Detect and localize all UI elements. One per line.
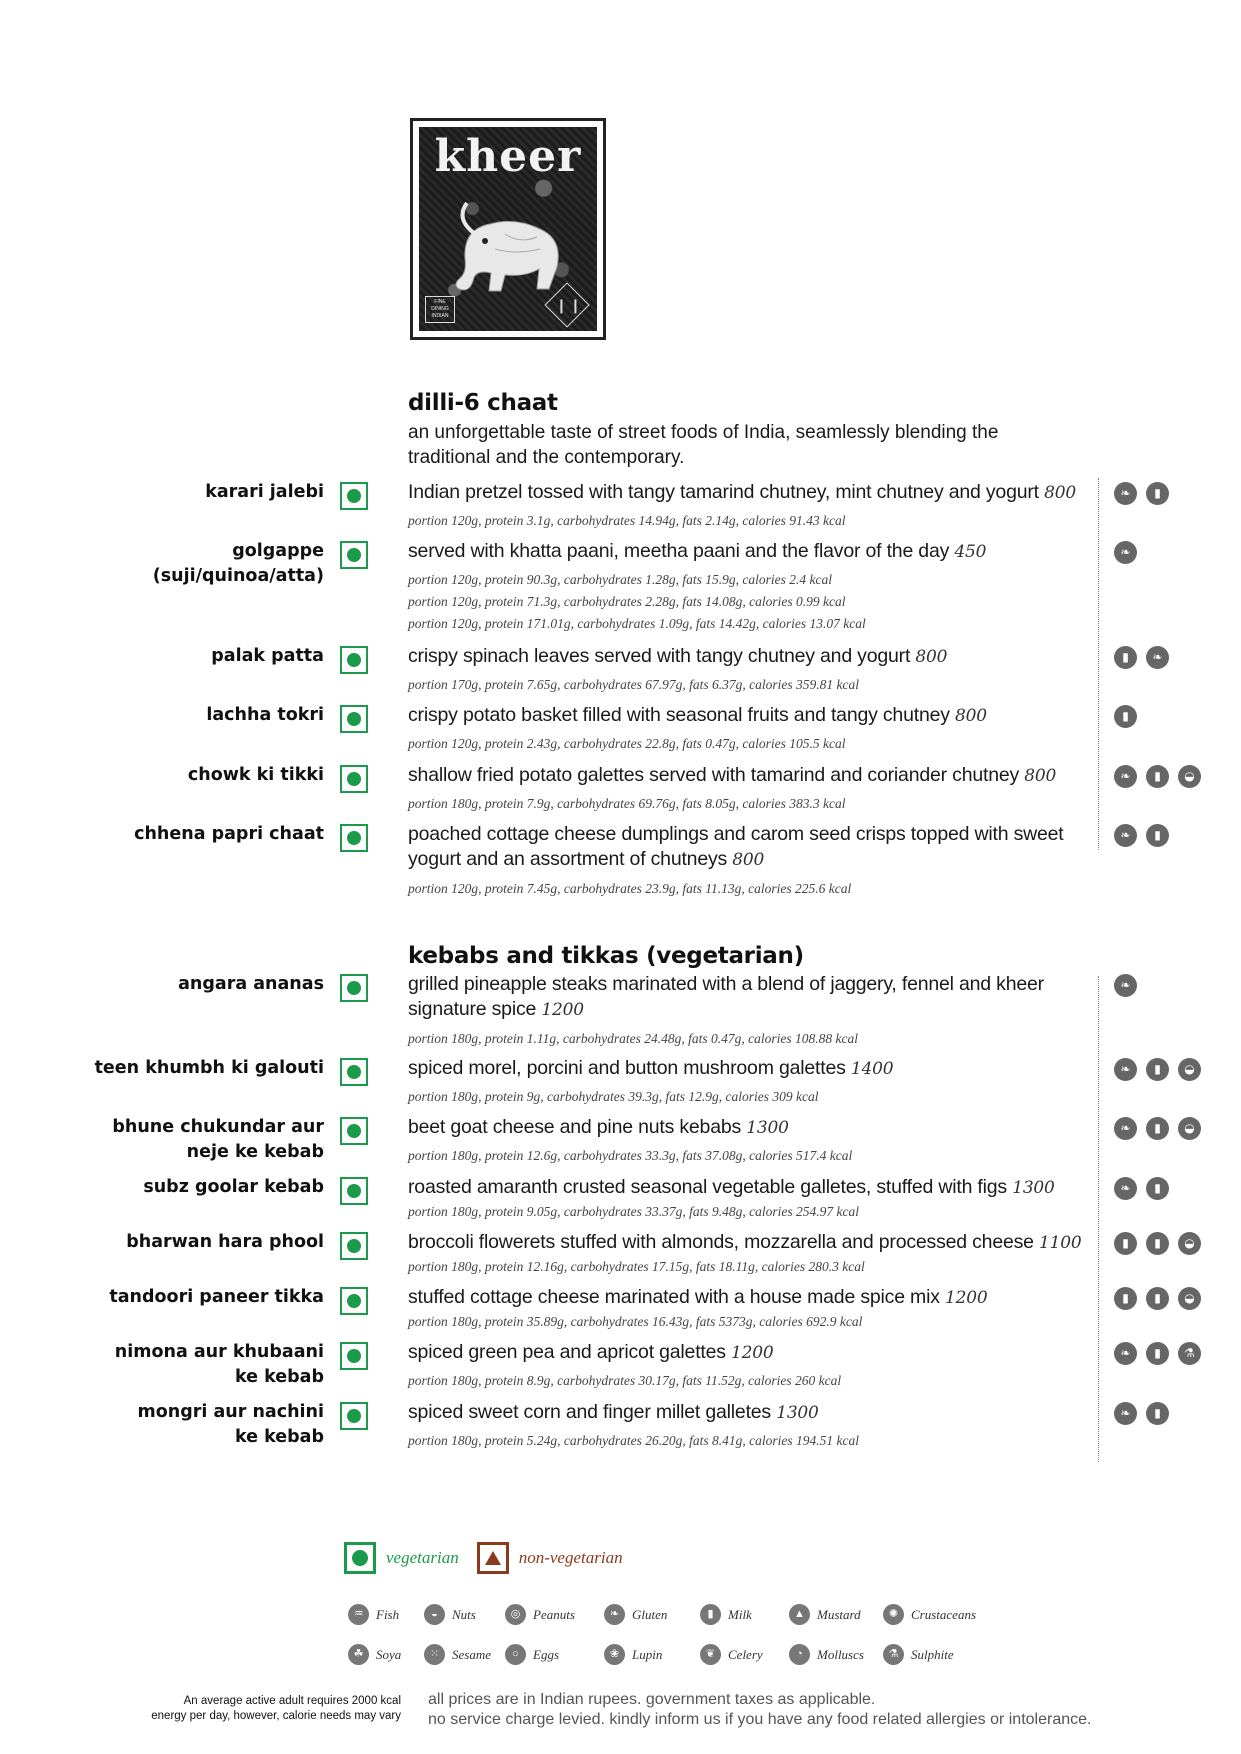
nutrition-info: portion 180g, protein 7.9g, carbohydrates 69.76g, fats 8.05g, calories 383.3 kcal (408, 796, 846, 811)
menu-item (0, 1230, 1241, 1290)
menu-item (0, 1340, 1241, 1400)
allergen-key-label: Peanuts (533, 1606, 575, 1622)
dish-price: 450 (954, 542, 987, 562)
dish-name-line: (suji/quinoa/atta) (152, 566, 324, 586)
dish-name-line: karari jalebi (205, 482, 324, 502)
allergen-key-label: Nuts (452, 1606, 476, 1622)
nutrition-info: portion 120g, protein 7.45g, carbohydrates 23.9g, fats 11.13g, calories 225.6 kcal (408, 881, 852, 896)
dish-name-line: golgappe (232, 541, 324, 561)
menu-item (0, 480, 1241, 540)
allergen-key-item (424, 1644, 491, 1665)
allergen-key-item (604, 1604, 667, 1625)
gluten-icon: ❧ (1114, 482, 1137, 505)
allergen-key-label: Fish (376, 1606, 400, 1622)
dish-name (205, 480, 324, 505)
calorie-note-line: An average active adult requires 2000 kcal (183, 1695, 401, 1707)
vegetarian-mark-icon (340, 1177, 368, 1205)
dish-name-line: tandoori paneer tikka (109, 1287, 324, 1307)
allergen-key-label: Soya (376, 1646, 402, 1662)
dish-description-text: beet goat cheese and pine nuts kebabs (408, 1116, 747, 1138)
tagline-indian: INDIAN (431, 313, 449, 319)
gluten-icon: ❧ (604, 1604, 625, 1625)
crustaceans-icon: ✺ (883, 1604, 904, 1625)
nutrition-info: portion 180g, protein 12.6g, carbohydrates 33.3g, fats 37.08g, calories 517.4 kcal (408, 1148, 853, 1163)
section-intro: an unforgettable taste of street foods of India, seamlessly blending the traditional and the contemporary. (408, 422, 999, 468)
nutrition-info: portion 170g, protein 7.65g, carbohydrates 67.97g, fats 6.37g, calories 359.81 kcal (408, 677, 859, 692)
vegetarian-mark-icon (340, 1117, 368, 1145)
dish-name (134, 822, 324, 847)
dish-price: 1100 (1039, 1233, 1082, 1253)
soya-icon: ☘ (348, 1644, 369, 1665)
price-note (428, 1690, 1091, 1730)
dish-description (408, 1230, 1098, 1256)
allergen-icons (1114, 1402, 1169, 1425)
dish-price: 800 (915, 647, 948, 667)
vegetarian-mark-icon (340, 482, 368, 510)
dish-price: 1400 (850, 1059, 894, 1079)
dish-name-line: mongri aur nachini (137, 1402, 324, 1422)
non-vegetarian-label: non-vegetarian (518, 1548, 623, 1567)
vegetarian-label: vegetarian (386, 1548, 459, 1567)
nutrition-info: portion 180g, protein 8.9g, carbohydrates 30.17g, fats 11.52g, calories 260 kcal (408, 1373, 842, 1388)
allergen-icons (1114, 646, 1169, 669)
nutrition-info: portion 180g, protein 35.89g, carbohydrates 16.43g, fats 5373g, calories 692.9 kcal (408, 1314, 863, 1329)
milk-icon: ▮ (1146, 1402, 1169, 1425)
sulphite-icon: ⚗ (1178, 1342, 1201, 1365)
allergen-key-item (789, 1604, 861, 1625)
allergen-icons (1114, 824, 1169, 847)
sulphite-icon: ⚗ (883, 1644, 904, 1665)
gluten-icon: ❧ (1114, 1177, 1137, 1200)
dish-name (153, 539, 324, 589)
vegetarian-mark-icon (340, 824, 368, 852)
allergen-key-item (883, 1604, 976, 1625)
dish-name (126, 1230, 324, 1255)
nutrition-info: portion 180g, protein 12.16g, carbohydrates 17.15g, fats 18.11g, calories 280.3 kcal (408, 1259, 865, 1274)
dish-description (408, 644, 1098, 670)
nuts-icon: ◒ (1178, 765, 1201, 788)
allergen-key-label: Lupin (632, 1646, 663, 1662)
diet-legend (344, 1542, 623, 1574)
dish-description-text: stuffed cottage cheese marinated with a house made spice mix (408, 1286, 945, 1308)
dish-name-line: chowk ki tikki (187, 765, 324, 785)
gluten-icon: ❧ (1114, 824, 1137, 847)
vegetarian-mark-icon (344, 1542, 376, 1574)
dish-description-text: spiced green pea and apricot galettes (408, 1341, 732, 1363)
allergen-key-label: Gluten (632, 1606, 668, 1622)
sesame-icon: ⁙ (424, 1644, 445, 1665)
nuts-icon: ◒ (1178, 1232, 1201, 1255)
nuts-icon: ◒ (1178, 1117, 1201, 1140)
dish-description-text: spiced morel, porcini and button mushroom galettes (408, 1057, 851, 1079)
vegetarian-mark-icon (340, 974, 368, 1002)
nutrition-info: portion 120g, protein 90.3g, carbohydrates 1.28g, fats 15.9g, calories 2.4 kcal (408, 572, 832, 587)
allergen-key-label: Sulphite (911, 1646, 954, 1662)
nutrition-info: portion 120g, protein 3.1g, carbohydrates 14.94g, fats 2.14g, calories 91.43 kcal (408, 513, 846, 528)
milk-icon: ▮ (1146, 1117, 1169, 1140)
dish-name-line: subz goolar kebab (143, 1177, 324, 1197)
vegetarian-mark-icon (340, 1287, 368, 1315)
dish-name (188, 763, 324, 788)
milk-icon: ▮ (700, 1604, 721, 1625)
dish-price: 1300 (1012, 1178, 1055, 1198)
vegetarian-mark-icon (340, 541, 368, 569)
section-title: dilli-6 chaat (408, 390, 558, 416)
dish-name-line: nimona aur khubaani (114, 1342, 324, 1362)
dish-name-line: lachha tokri (206, 705, 324, 725)
eggs-icon: ○ (505, 1644, 526, 1665)
menu-item (0, 1175, 1241, 1235)
gluten-icon: ❧ (1114, 1342, 1137, 1365)
restaurant-logo (410, 118, 606, 340)
allergen-key-item (604, 1644, 662, 1665)
gluten-icon: ❧ (1114, 1058, 1137, 1081)
allergen-key-label: Eggs (533, 1646, 559, 1662)
allergen-key-item (348, 1604, 399, 1625)
tagline-dining: DINING (431, 306, 449, 312)
dish-price: 1300 (746, 1118, 789, 1138)
dish-description-text: grilled pineapple steaks marinated with a blend of jaggery, fennel and kheer signature spice (408, 973, 1044, 1020)
dish-description-text: spiced sweet corn and finger millet galletes (408, 1401, 777, 1423)
allergen-key-label: Molluscs (817, 1646, 864, 1662)
dish-name-line: chhena papri chaat (134, 824, 324, 844)
gluten-icon: ❧ (1114, 765, 1137, 788)
nuts-icon: ◒ (1178, 1287, 1201, 1310)
vegetarian-mark-icon (340, 765, 368, 793)
milk-icon: ▮ (1146, 765, 1169, 788)
milk-icon: ▮ (1146, 824, 1169, 847)
mustard-icon: ▲ (789, 1604, 810, 1625)
dish-name-line: neje ke kebab (186, 1142, 324, 1162)
vegetarian-mark-icon (340, 1402, 368, 1430)
celery-icon: ❦ (700, 1644, 721, 1665)
dish-description (408, 1175, 1098, 1201)
calorie-note-line: energy per day, however, calorie needs may vary (151, 1710, 401, 1722)
gluten-icon: ❧ (1146, 646, 1169, 669)
dish-price: 1200 (945, 1288, 988, 1308)
gluten-icon: ❧ (1114, 1402, 1137, 1425)
dish-description-text: roasted amaranth crusted seasonal vegetable galletes, stuffed with figs (408, 1176, 1013, 1198)
allergen-key-item (505, 1644, 559, 1665)
gluten-icon: ❧ (1114, 974, 1137, 997)
nutrition-info: portion 180g, protein 9g, carbohydrates 39.3g, fats 12.9g, calories 309 kcal (408, 1089, 819, 1104)
dish-name-line: ke kebab (234, 1427, 324, 1447)
nutrition-info: portion 180g, protein 9.05g, carbohydrates 33.37g, fats 9.48g, calories 254.97 kcal (408, 1204, 859, 1219)
allergen-key-label: Mustard (817, 1606, 861, 1622)
calorie-note (151, 1694, 401, 1724)
dish-description-text: Indian pretzel tossed with tangy tamarind chutney, mint chutney and yogurt (408, 481, 1045, 503)
dish-name (95, 1056, 324, 1081)
dish-description (408, 972, 1098, 1023)
lupin-icon: ❀ (604, 1644, 625, 1665)
logo-artwork (419, 127, 597, 331)
allergen-key-label: Celery (728, 1646, 763, 1662)
allergen-key-item (505, 1604, 575, 1625)
allergen-key-item (700, 1604, 752, 1625)
allergen-icons (1114, 1232, 1201, 1255)
nutrition-info: portion 180g, protein 5.24g, carbohydrates 26.20g, fats 8.41g, calories 194.51 kcal (408, 1433, 859, 1448)
dish-description (408, 703, 1098, 729)
menu-item (0, 539, 1241, 631)
dish-name (137, 1400, 324, 1450)
dish-description (408, 1115, 1098, 1141)
menu-item (0, 644, 1241, 704)
allergen-key-label: Sesame (452, 1646, 491, 1662)
allergen-icons (1114, 482, 1169, 505)
dish-name (206, 703, 324, 728)
allergen-icons (1114, 1117, 1201, 1140)
dish-description (408, 1340, 1098, 1366)
menu-item (0, 1285, 1241, 1345)
logo-tagline (425, 296, 455, 323)
dish-name-line: bharwan hara phool (126, 1232, 324, 1252)
dish-description (408, 1285, 1098, 1311)
allergen-icons (1114, 1342, 1201, 1365)
dish-name-line: ke kebab (234, 1367, 324, 1387)
dish-name-line: teen khumbh ki galouti (94, 1058, 324, 1078)
allergen-key-item (348, 1644, 401, 1665)
menu-item (0, 703, 1241, 763)
milk-icon: ▮ (1114, 1287, 1137, 1310)
dish-name (109, 1285, 324, 1310)
nutrition-info: portion 120g, protein 171.01g, carbohydrates 1.09g, fats 14.42g, calories 13.07 kcal (408, 616, 866, 631)
dish-description (408, 822, 1098, 873)
allergen-icons (1114, 765, 1201, 788)
dish-description-text: broccoli flowerets stuffed with almonds, mozzarella and processed cheese (408, 1231, 1040, 1253)
allergen-key-label: Crustaceans (911, 1606, 976, 1622)
vegetarian-mark-icon (340, 705, 368, 733)
dish-description-text: served with khatta paani, meetha paani and the flavor of the day (408, 540, 955, 562)
milk-icon: ▮ (1114, 1232, 1137, 1255)
dish-description (408, 539, 1098, 565)
milk-icon: ▮ (1146, 1342, 1169, 1365)
vegetarian-mark-icon (340, 646, 368, 674)
dish-price: 800 (1044, 483, 1076, 503)
molluscs-icon: ◔ (789, 1644, 810, 1665)
menu-item (0, 1400, 1241, 1460)
allergen-key-item (789, 1644, 864, 1665)
vegetarian-mark-icon (340, 1232, 368, 1260)
dish-name (178, 972, 324, 997)
milk-icon: ▮ (1146, 1177, 1169, 1200)
allergen-key-item (700, 1644, 763, 1665)
dish-price: 800 (955, 706, 987, 726)
milk-icon: ▮ (1146, 1232, 1169, 1255)
dish-description (408, 763, 1098, 789)
fish-icon: ♒ (348, 1604, 369, 1625)
dish-description (408, 1056, 1098, 1082)
non-vegetarian-mark-icon (477, 1542, 509, 1574)
nuts-icon: ◒ (1178, 1058, 1201, 1081)
vegetarian-mark-icon (340, 1342, 368, 1370)
milk-icon: ▮ (1146, 482, 1169, 505)
allergen-icons (1114, 1287, 1201, 1310)
dish-description (408, 480, 1098, 506)
gluten-icon: ❧ (1114, 541, 1137, 564)
milk-icon: ▮ (1114, 705, 1137, 728)
allergen-icons (1114, 705, 1137, 728)
menu-item (0, 763, 1241, 823)
dish-description (408, 1400, 1098, 1426)
tagline-fine: FINE (434, 299, 446, 305)
dish-price: 1300 (776, 1403, 819, 1423)
vegetarian-mark-icon (340, 1058, 368, 1086)
section-title: kebabs and tikkas (vegetarian) (408, 943, 804, 969)
dish-name (211, 644, 324, 669)
logo-wordmark: kheer (434, 131, 582, 182)
dish-name-line: palak patta (211, 646, 324, 666)
dish-description-text: poached cottage cheese dumplings and carom seed crisps topped with sweet yogurt and an assortment of chutneys (408, 823, 1064, 870)
menu-item (0, 1115, 1241, 1175)
milk-icon: ▮ (1146, 1287, 1169, 1310)
nutrition-info: portion 180g, protein 1.11g, carbohydrates 24.48g, fats 0.47g, calories 108.88 kcal (408, 1031, 858, 1046)
milk-icon: ▮ (1114, 646, 1137, 669)
dish-name (115, 1340, 324, 1390)
milk-icon: ▮ (1146, 1058, 1169, 1081)
allergen-icons (1114, 1177, 1169, 1200)
allergen-icons (1114, 541, 1137, 564)
menu-item (0, 1056, 1241, 1116)
gluten-icon: ❧ (1114, 1117, 1137, 1140)
dish-description-text: crispy potato basket filled with seasonal fruits and tangy chutney (408, 704, 955, 726)
allergen-icons (1114, 1058, 1201, 1081)
dish-price: 1200 (541, 1000, 584, 1020)
dish-name-line: angara ananas (178, 974, 324, 994)
price-note-line: all prices are in Indian rupees. government taxes as applicable. (428, 1691, 876, 1708)
nutrition-info: portion 120g, protein 2.43g, carbohydrates 22.8g, fats 0.47g, calories 105.5 kcal (408, 736, 846, 751)
allergen-icons (1114, 974, 1137, 997)
allergen-key-item (424, 1604, 476, 1625)
dish-price: 800 (1024, 766, 1057, 786)
nutrition-info: portion 120g, protein 71.3g, carbohydrates 2.28g, fats 14.08g, calories 0.99 kcal (408, 594, 846, 609)
dish-price: 1200 (731, 1343, 774, 1363)
dish-name (112, 1115, 324, 1165)
menu-item (0, 972, 1241, 1046)
peanuts-icon: ◎ (505, 1604, 526, 1625)
dish-name-line: bhune chukundar aur (112, 1117, 324, 1137)
dish-price: 800 (732, 850, 765, 870)
allergen-key-label: Milk (728, 1606, 752, 1622)
price-note-line: no service charge levied. kindly inform us if you have any food related allergies or intolerance. (428, 1711, 1092, 1728)
dish-name (143, 1175, 324, 1200)
elephant-icon (445, 189, 575, 299)
menu-item (0, 822, 1241, 896)
dish-description-text: crispy spinach leaves served with tangy chutney and yogurt (408, 645, 916, 667)
dish-description-text: shallow fried potato galettes served with tamarind and coriander chutney (408, 764, 1025, 786)
nuts-icon: ◒ (424, 1604, 445, 1625)
allergen-key-item (883, 1644, 954, 1665)
